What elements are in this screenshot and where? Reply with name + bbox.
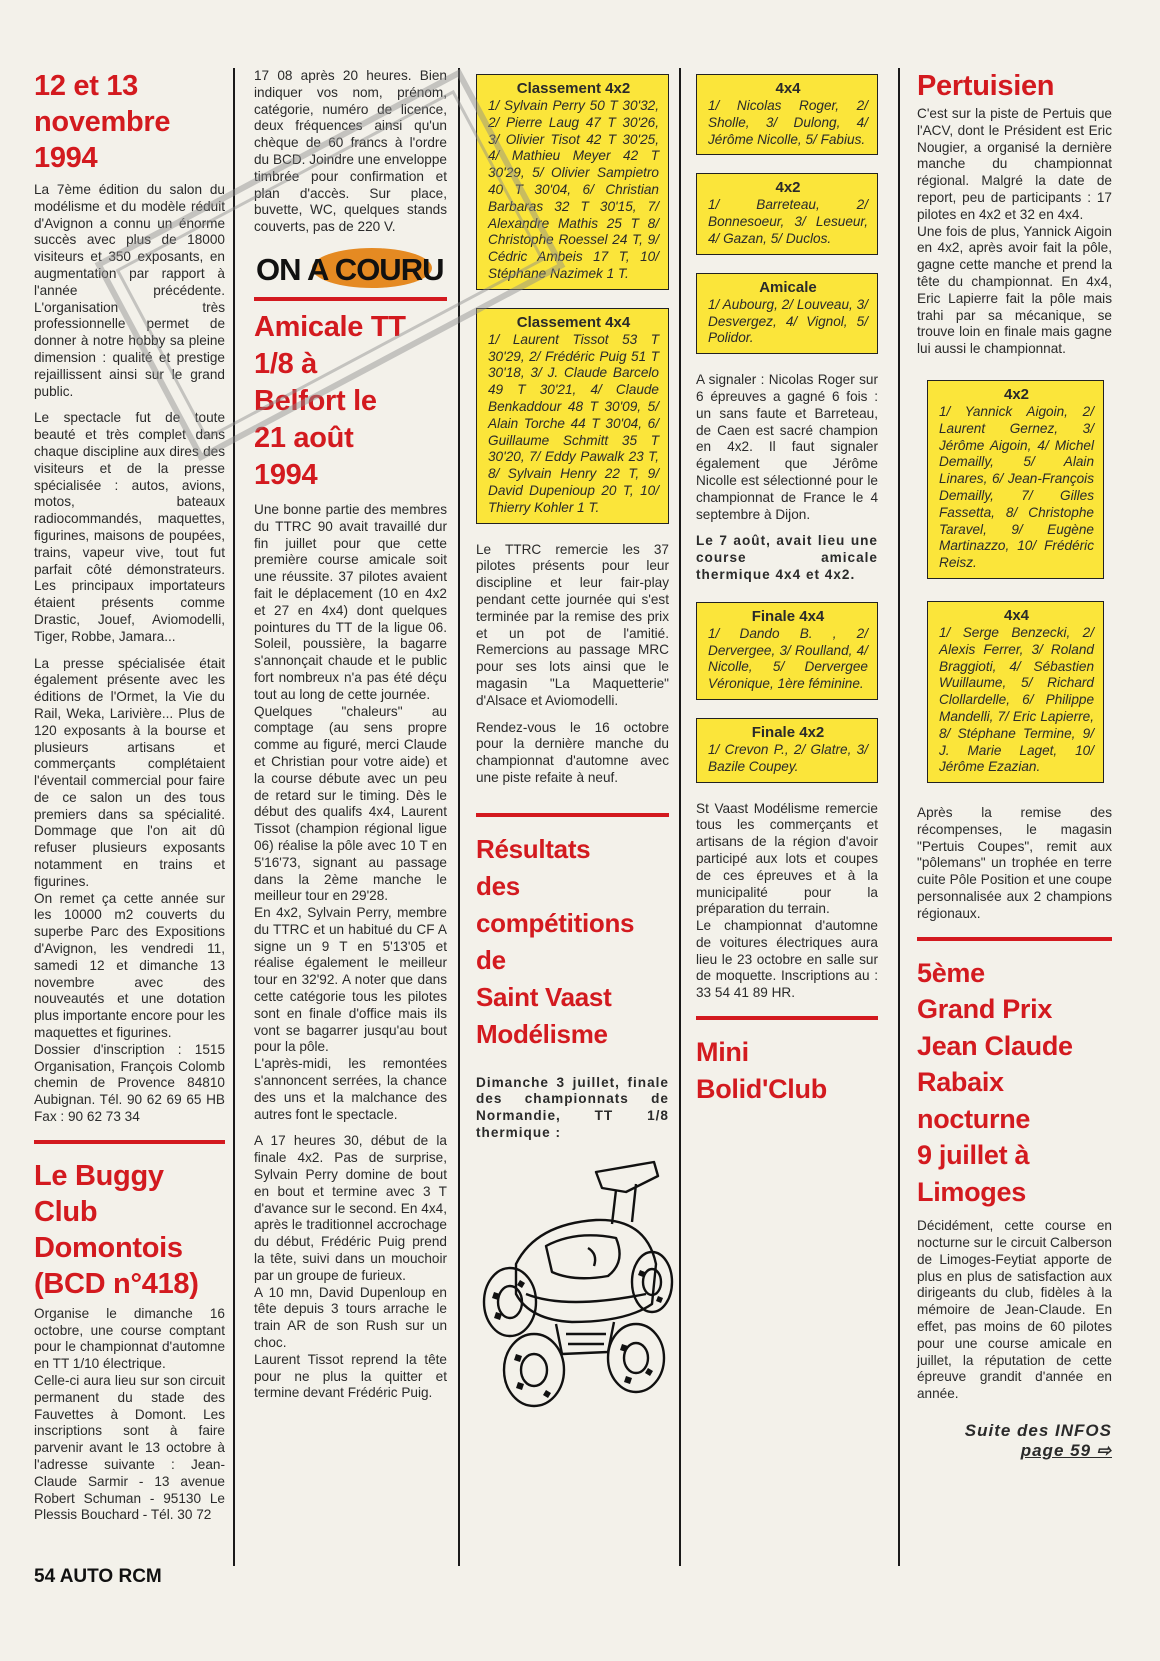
paragraph: En 4x2, Sylvain Perry, membre du TTRC et un habitué du CF A signe un 9 T en 5'13'05 et réalise également le meilleur tour en 32'92. A noter que dans cette catégorie tous les pilotes sont en finale d'office mais ils vont se bagarrer jusqu'au bout pour la pôle. — [254, 905, 447, 1055]
headline-saint-vaast — [476, 831, 669, 1053]
section-divider — [917, 937, 1112, 941]
headline-line: Amicale TT — [254, 310, 406, 343]
results-box-4x4 — [696, 74, 878, 155]
headline-line: novembre — [34, 106, 171, 138]
box-body: 1/ Dando B. , 2/ Dervergee, 3/ Roulland, 4/ Nicolle, 5/ Dervergee Véronique, 1ère féminine. — [708, 625, 868, 692]
headline-line: 1994 — [254, 458, 318, 491]
headline-line: Le Buggy — [34, 1159, 164, 1192]
paragraph: Le 7 août, avait lieu une course amicale thermique 4x4 et 4x2. — [696, 533, 878, 582]
paragraph: Le TTRC remercie les 37 pilotes présents pour leur discipline et leur fair-play pendant cette journée qui s'est terminée par la remise des prix et un pot de l'amitié. Remercions au passage MRC pour ses lots ainsi que le magasin "La Maquetterie" d'Alsace et Aviomodelli. — [476, 541, 669, 708]
column-4 — [696, 68, 878, 1601]
page-footer: 54 AUTO RCM — [34, 1566, 162, 1587]
box-body: 1/ Nicolas Roger, 2/ Sholle, 3/ Dulong, 4/ Jérôme Nicolle, 5/ Fabius. — [708, 98, 868, 147]
results-box-4x4 — [476, 308, 669, 524]
section-divider — [696, 1016, 878, 1020]
box-title: 4x2 — [775, 179, 801, 197]
paragraph: Une fois de plus, Yannick Aigoin en 4x2, après avoir fait la pôle, gagne cette manche et prend la tête du championnat. En 4x4, Eric Lapierre fait la pôle mais trahi par sa mécanique, se trouve loin en finale mais gagne lui aussi le championnat. — [917, 223, 1112, 357]
paragraph: Le spectacle fut de toute beauté et très complet dans chaque discipline aux dires des visiteurs et de la presse spécialisée : autos, avions, motos, bateaux radiocommandés, maquettes, figurines, maisons de poupées, trains, vapeur vive, tout fut parfait côté démonstrateurs. Les principaux importateurs étaient présents comme Drastic, Jouef, Aviomodelli, Tiger, Robbe, Jamara... — [34, 410, 225, 644]
box-title: 4x2 — [1003, 385, 1030, 403]
paragraph: L'après-midi, les remontées s'annoncent serrées, la chance des uns et la malchance des autres font le spectacle. — [254, 1056, 447, 1122]
results-box-finale-4x2 — [696, 718, 878, 783]
paragraph: Celle-ci aura lieu sur son circuit permanent du stade des Fauvettes à Domont. Les inscriptions sont à faire parvenir avant le 13 octobre à l'adresse suivante : Jean-Claude Sarmir - 13 avenue Robert Schuman - 95130 Le Plessis Bouchard - Tél. 30 72 — [34, 1373, 225, 1523]
continued-page: page 59 ⇨ — [1020, 1440, 1112, 1460]
paragraph: Laurent Tissot reprend la tête pour ne plus la quitter et termine devant Frédéric Puig. — [254, 1351, 447, 1401]
headline-line: 5ème — [917, 957, 985, 988]
headline-line: Club — [34, 1195, 98, 1228]
section-divider — [254, 297, 447, 301]
paragraph: Après la remise des récompenses, le magasin "Pertuis Coupes", remit aux "pôlemans" un trophée en terre cuite Pôle Position et une coupe personnalisée aux 2 champions régionaux. — [917, 805, 1112, 921]
headline-line: Bolid'Club — [696, 1074, 827, 1105]
headline-line: compétitions — [476, 907, 635, 938]
headline-mini-bolid — [696, 1034, 878, 1108]
box-title: 4x4 — [775, 80, 801, 97]
column-rule — [233, 68, 235, 1566]
paragraph: La presse spécialisée était également présente avec les éditions de l'Ormet, la Vie du Rail, Weka, Larivière... Plus de 120 exposants à la bourse et plusieurs artisans et commerçants complétaient l'éventail commercial pour faire de ce salon un des tous premiers dans sa spécialité. Dommage que l'on ait dû refuser plusieurs exposants notamment en trains et figurines. — [34, 655, 225, 889]
buggy-drawing — [476, 1154, 676, 1424]
headline-line: Grand Prix — [917, 994, 1053, 1025]
headline-line: nocturne — [917, 1103, 1031, 1134]
headline-line: Résultats — [476, 833, 591, 864]
box-title: Amicale — [759, 278, 817, 296]
headline-line: Saint Vaast — [476, 981, 612, 1012]
headline-line: 9 juillet à — [917, 1140, 1030, 1171]
column-rule — [458, 68, 460, 1566]
headline-salon — [34, 68, 225, 176]
column-3 — [476, 68, 669, 1601]
headline-line: Pertuisien — [917, 70, 1055, 102]
headline-line: Limoges — [917, 1176, 1026, 1207]
box-body: 1/ Sylvain Perry 50 T 30'32, 2/ Pierre Laug 47 T 30'26, 3/ Olivier Tisot 42 T 30'25, 4/ Mathieu Meyer 42 T 30'29, 5/ Olivier Sampietro 40 T 30'04, 6/ Christian Barbaras 32 T 30'15, 7/ Alexandre Mathis 25 T 8/ Christophe Roessel 24 T, 9/ Cédric Ambeis 17 T, 10/ Stéphane Nazimek 1 T. — [488, 98, 659, 281]
badge-text: ON A COURU — [256, 251, 444, 287]
paragraph: Quelques "chaleurs" au comptage (au sens propre comme au figuré, merci Claude et Christian pour votre aide) et la course débute avec un peu de retard sur le timing. Dès le début des qualifs 4x4, Laurent Tissot (champion régional ligue 06) réalise la pôle avec 10 T en 5'16'73, signant au passage dans la 2ème manche le meilleur tour en 29'28. — [254, 703, 447, 904]
box-title: 4x4 — [1003, 606, 1030, 624]
column-5 — [917, 68, 1112, 1601]
box-title: Finale 4x2 — [751, 723, 825, 741]
continued-label: Suite des INFOS — [964, 1420, 1112, 1440]
results-box-4x2 — [476, 74, 669, 290]
box-body: 1/ Yannick Aigoin, 2/ Laurent Gernez, 3/ Jérôme Aigoin, 4/ Michel Demailly, 5/ Alain Linares, 6/ Jean-François Demailly, 7/ Gilles Fassetta, 8/ Christophe Taravel, 9/ Eugène Martinazzo, 10/ Frédéric Reisz. — [939, 403, 1094, 571]
box-title: Classement 4x2 — [516, 80, 631, 97]
paragraph: 17 08 après 20 heures. Bien indiquer vos nom, prénom, catégorie, numéro de licence, deux fréquences ainsi qu'un chèque de 60 francs à l'ordre du BCD. Joindre une enveloppe timbrée pour confirmation et plan d'accès. Sur place, buvette, WC, quelques stands couverts, pas de 220 V. — [254, 68, 447, 235]
paragraph: Le championnat d'automne de voitures électriques aura lieu le 23 octobre en salle sur de moquette. Inscriptions au : 33 54 41 89 HR. — [696, 918, 878, 1001]
box-body: 1/ Serge Benzecki, 2/ Alexis Ferrer, 3/ Roland Braggioti, 4/ Sébastien Wuillaume, 5/ Richard Clollardelle, 6/ Philippe Mandelli, 7/ Eric Lapierre, 8/ Stéphane Termine, 9/ J. Marie Laget, 10/ Jérôme Ezazian. — [939, 624, 1094, 775]
box-body: 1/ Aubourg, 2/ Louveau, 3/ Desvergez, 4/ Vignol, 5/ Polidor. — [708, 296, 868, 346]
paragraph: A 17 heures 30, début de la finale 4x2. Pas de surprise, Sylvain Perry domine de bout en bout et termine avec 3 T d'avance sur le second. En 4x4, après le traditionnel accrochage du début, Frédéric Puig prend la tête, suivi dans un mouchoir par un groupe de furieux. — [254, 1133, 447, 1283]
headline-line: Jean Claude — [917, 1030, 1073, 1061]
paragraph: St Vaast Modélisme remercie tous les commerçants et artisans de la région d'avoir participé aux lots et coupes de ces épreuves et à la municipalité pour la préparation du terrain. — [696, 800, 878, 917]
headline-line: 1994 — [34, 142, 98, 174]
headline-line: Modélisme — [476, 1018, 608, 1049]
continued-link[interactable] — [917, 1421, 1112, 1461]
box-body: 1/ Crevon P., 2/ Glatre, 3/ Bazile Coupey. — [708, 741, 868, 774]
paragraph: Organise le dimanche 16 octobre, une course comptant pour le championnat d'automne en TT 1/10 électrique. — [34, 1305, 225, 1372]
column-rule — [898, 68, 900, 1566]
headline-line: 21 août — [254, 421, 354, 454]
paragraph: La 7ème édition du salon du modélisme et du modèle réduit d'Avignon a connu un énorme succès avec plus de 18000 visiteurs et 350 exposants, en augmentation par rapport à l'année précédente. L'organisation très professionnelle permet de donner à notre hobby sa pleine dimension : qualité et prestige rejaillissent ainsi sur le grand public. — [34, 182, 225, 399]
on-a-couru-badge — [256, 246, 446, 290]
results-box-finale-4x4 — [696, 602, 878, 700]
headline-line: de — [476, 944, 506, 975]
box-body: 1/ Barreteau, 2/ Bonnesoeur, 3/ Lesueur, 4/ Gazan, 5/ Duclos. — [708, 197, 868, 246]
paragraph: A signaler : Nicolas Roger sur 6 épreuves a gagné 6 fois : un sans faute et Barreteau, de Caen est sacré champion en 4x2. Il faut signaler également que Jérôme Nicolle est sélectionné pour le championnat de France le 4 septembre à Dijon. — [696, 372, 878, 522]
headline-pertuisien — [917, 68, 1112, 104]
paragraph: C'est sur la piste de Pertuis que l'ACV, dont le Président est Eric Nougier, a organisé la dernière manche du championnat régional. Malgré la date de report, peu de participants : 17 pilotes en 4x2 et 32 en 4x4. — [917, 106, 1112, 222]
results-box-4x4 — [927, 601, 1104, 783]
headline-line: des — [476, 870, 520, 901]
headline-amicale-belfort — [254, 309, 447, 494]
intro-text: Dimanche 3 juillet, finale des championnats de Normandie, TT 1/8 thermique : — [476, 1074, 669, 1141]
headline-line: Mini — [696, 1037, 749, 1068]
column-rule — [679, 68, 681, 1566]
section-divider — [34, 1140, 225, 1144]
results-box-4x2 — [696, 173, 878, 254]
headline-line: Domontois — [34, 1231, 183, 1264]
headline-buggy-club — [34, 1158, 225, 1302]
headline-line: 1/8 à — [254, 347, 317, 380]
box-title: Finale 4x4 — [751, 607, 825, 625]
headline-line: 12 et 13 — [34, 70, 139, 102]
paragraph: Décidément, cette course en nocturne sur le circuit Calberson de Limoges-Feytiat apporte de plus en plus de satisfaction aux dirigeants du club, fidèles à la mémoire de Jean-Claude. En effet, pas moins de 60 pilotes pour une course amicale en juillet, la réputation de cette épreuve grandit d'année en année. — [917, 1218, 1112, 1402]
paragraph: A 10 mn, David Dupenloup en tête depuis 3 tours arrache le train AR de son Rush sur un choc. — [254, 1284, 447, 1351]
paragraph: Rendez-vous le 16 octobre pour la dernière manche du championnat d'automne avec une piste refaite à neuf. — [476, 719, 669, 785]
headline-line: Belfort le — [254, 384, 377, 417]
box-body: 1/ Laurent Tissot 53 T 30'29, 2/ Frédéric Puig 51 T 30'18, 3/ J. Claude Barcelo 49 T 30'21, 4/ Claude Benkaddour 48 T 30'09, 5/ Alain Torche 44 T 30'04, 6/ Guillaume Schmitt 35 T 30'20, 7/ Eddy Pawalk 23 T, 8/ Sylvain Henry 22 T, 9/ David Dupenioup 20 T, 10/ Thierry Kohler 1 T. — [488, 331, 659, 515]
results-box-amicale — [696, 273, 878, 354]
box-title: Classement 4x4 — [516, 313, 631, 331]
paragraph: Dossier d'inscription : 1515 Organisation, François Colomb chemin de Provence 84810 Aubignan. Tél. 90 62 69 65 HB Fax : 90 62 73 34 — [34, 1041, 225, 1125]
paragraph: On remet ça cette année sur les 10000 m2 couverts du superbe Parc des Expositions d'Avignon, les vendredi 11, samedi 12 et dimanche 13 novembre avec des nouveautés et une dotation plus importante encore pour les maquettes et figurines. — [34, 890, 225, 1041]
column-2 — [254, 68, 447, 1601]
section-divider — [476, 813, 669, 817]
headline-line: (BCD n°418) — [34, 1267, 199, 1300]
headline-line: Rabaix — [917, 1067, 1004, 1098]
paragraph: Une bonne partie des membres du TTRC 90 avait travaillé dur fin juillet pour que cette première course amicale soit une réussite. 37 pilotes avaient fait le déplacement (10 en 4x2 et 27 en 4x4) dont quelques pointures du TT de la ligue 06. Soleil, poussière, la bagarre s'annonçait chaude et le public fort nombreux n'a pas été déçu tout au long de cette journée. — [254, 501, 447, 702]
column-1 — [34, 68, 225, 1601]
headline-grand-prix — [917, 955, 1112, 1211]
results-box-4x2 — [927, 380, 1104, 579]
